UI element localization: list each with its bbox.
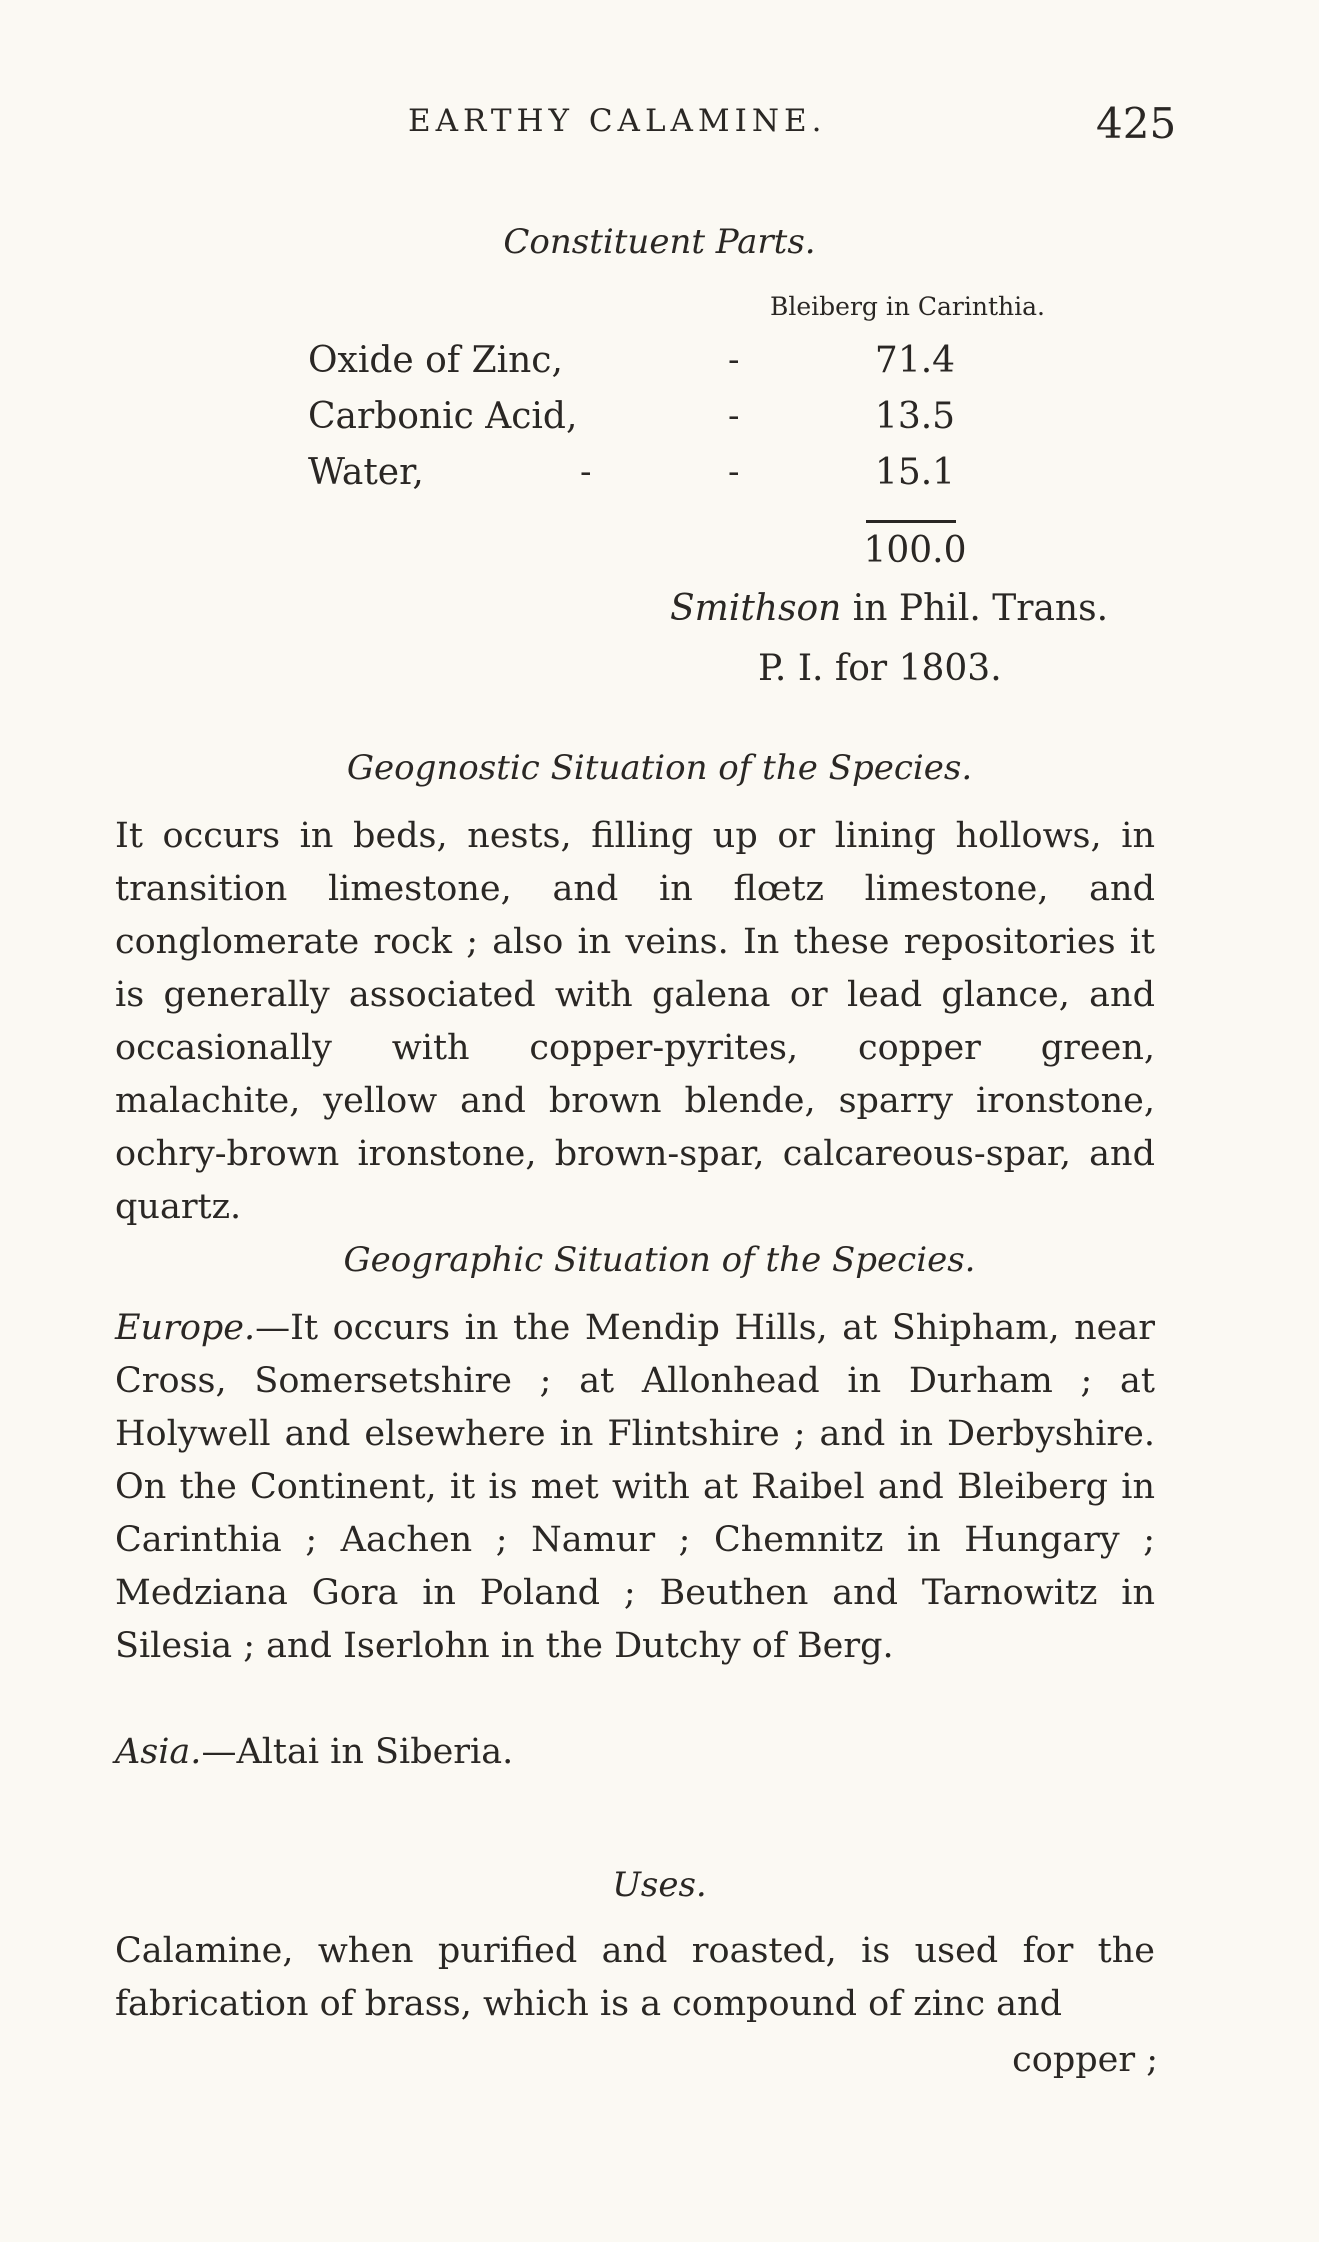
constituent-parts-heading: Constituent Parts.	[503, 222, 816, 262]
row-value-water: 15.1	[874, 452, 956, 493]
row-dash: -	[728, 340, 740, 380]
geographic-heading: Geographic Situation of the Species.	[343, 1240, 976, 1280]
row-label-oxide-of-zinc: Oxide of Zinc,	[308, 340, 563, 381]
geographic-europe-paragraph	[115, 1302, 1155, 1673]
geognostic-paragraph: It occurs in beds, nests, filling up or lining hollows, in transition limestone, and in flœtz limestone, and conglomerate rock ; also in veins. In these repositories it is generally associated with galena or lead glance, and occasionally with copper-pyrites, copper green, malachite, yellow and brown blende, sparry ironstone, ochry-brown ironstone, brown-spar, calcareous-spar, and quartz.	[115, 816, 1155, 1227]
europe-text: —It occurs in the Mendip Hills, at Shipham, near Cross, Somersetshire ; at Allonhead in Durham ; at Holywell and elsewhere in Flintshire ; and in Derbyshire. On the Continent, it is met with at Raibel and Bleiberg in Carinthia ; Aachen ; Namur ; Chemnitz in Hungary ; Medziana Gora in Poland ; Beuthen and Tarnowitz in Silesia ; and Iserlohn in the Dutchy of Berg.	[115, 1308, 1155, 1666]
page-number: 425	[1096, 99, 1177, 148]
sum-rule	[866, 520, 956, 523]
geognostic-heading: Geognostic Situation of the Species.	[346, 748, 973, 788]
asia-label: Asia.	[115, 1732, 202, 1772]
asia-text: —Altai in Siberia.	[201, 1732, 514, 1772]
uses-paragraph: Calamine, when purified and roasted, is used for the fabrication of brass, which is a compound of zinc and	[115, 1931, 1155, 2024]
analysis-source	[670, 588, 1108, 629]
uses-heading: Uses.	[612, 1865, 707, 1905]
geographic-asia-paragraph	[115, 1726, 1155, 1779]
catchword: copper ;	[1012, 2040, 1158, 2080]
row-value-carbonic-acid: 13.5	[874, 396, 956, 437]
row-dash: -	[728, 452, 740, 492]
table-total: 100.0	[863, 530, 967, 571]
row-value-oxide-of-zinc: 71.4	[874, 340, 956, 381]
row-label-water: Water,	[308, 452, 424, 493]
table-column-header: Bleiberg in Carinthia.	[770, 292, 1045, 321]
source-reference: P. I. for 1803.	[758, 648, 1002, 689]
source-publication: in Phil. Trans.	[841, 588, 1109, 629]
source-author: Smithson	[670, 588, 842, 629]
europe-label: Europe.	[115, 1308, 256, 1348]
running-head	[0, 99, 1319, 153]
row-dash: -	[728, 396, 740, 436]
running-title: EARTHY CALAMINE.	[408, 103, 827, 139]
row-label-carbonic-acid: Carbonic Acid,	[308, 396, 578, 437]
row-dash: -	[580, 452, 592, 492]
